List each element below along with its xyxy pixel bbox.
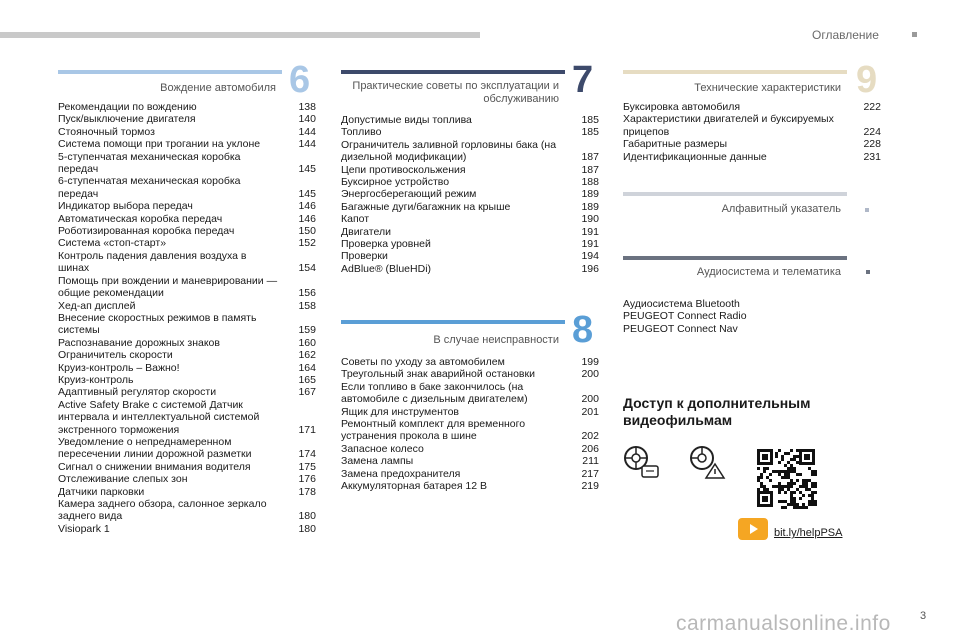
toc-entry-title: Если топливо в баке закончилось (на автомобиле с дизельным двигателем) [341,380,528,406]
toc-entry[interactable] [341,164,599,176]
toc-entry[interactable] [623,113,881,138]
toc-entry[interactable] [58,349,316,361]
toc-entry-page: 187 [581,163,599,176]
toc-entry[interactable] [58,225,316,237]
section-9-bar [623,70,847,74]
toc-entry[interactable] [58,250,316,275]
toc-entry-title: Visiopark 1 [58,522,110,535]
toc-entry-page: 164 [298,361,316,374]
qr-code-icon[interactable] [755,447,817,509]
toc-entry-title: AdBlue® (BlueHDi) [341,262,432,275]
toc-entry-page: 188 [581,176,599,189]
toc-entry-page: 146 [298,212,316,225]
toc-entry[interactable] [58,300,316,312]
toc-entry-title: 6-ступенчатая механическая коробка передач [58,175,241,200]
toc-entry-title: Аудиосистема Bluetooth [623,298,740,310]
toc-entry-title: Круиз-контроль – Важно! [58,361,180,374]
section-6-title: Вождение автомобиля [160,82,276,94]
toc-entry-title: Капот [341,213,370,226]
section-9-number: 9 [856,59,878,101]
watermark: carmanualsonline.info [676,612,891,635]
toc-entry[interactable] [341,226,599,238]
toc-entry[interactable] [623,151,881,163]
toc-entry-page: 176 [298,473,316,486]
toc-entry-page: 185 [581,114,599,126]
toc-entry-page: 140 [298,113,316,126]
section-6-number: 6 [289,59,311,101]
toc-entry[interactable] [58,386,316,398]
toc-entry-title: Хед-ап дисплей [58,299,136,312]
toc-entry[interactable] [58,113,316,125]
toc-entry-title: Камера заднего обзора, салонное зеркало заднего вида [58,498,267,523]
toc-entry[interactable] [58,312,316,337]
toc-entry[interactable] [341,126,599,138]
toc-entry-title: Идентификационные данные [623,150,767,163]
alpha-index-title: Алфавитный указатель [721,203,841,215]
toc-entry-title: Ремонтный комплект для временного устранения прокола в шине [341,418,526,443]
toc-entry-title: Контроль падения давления воздуха в шинах [58,249,247,275]
toc-entry-title: Круиз-контроль [58,373,134,386]
toc-entry-page: 150 [298,225,316,238]
toc-entry[interactable] [58,237,316,249]
toc-entry[interactable] [341,381,599,406]
toc-entry-page: 145 [298,187,316,200]
toc-entry-page: 175 [298,460,316,473]
toc-entry-title: Уведомление о непреднамеренном пересечении линии дорожной разметки [58,435,252,461]
toc-entry[interactable] [341,406,599,418]
toc-entry-page: 200 [581,393,599,406]
section-9-list [623,101,881,163]
toc-entry-page: 160 [298,336,316,349]
toc-entry-title: 5-ступенчатая механическая коробка передач [58,150,241,176]
toc-entry[interactable] [341,250,599,262]
toc-entry-page: 156 [298,287,316,300]
toc-entry[interactable] [623,323,823,335]
toc-entry[interactable] [341,213,599,225]
toc-entry-title: Двигатели [341,225,391,238]
toc-entry[interactable] [58,436,316,461]
toc-entry[interactable] [58,138,316,150]
toc-entry-title: Буксирное устройство [341,176,450,189]
audio-title: Аудиосистема и телематика [696,266,841,278]
section-7-bar [341,70,565,74]
toc-entry-title: Багажные дуги/багажник на крыше [341,200,511,213]
audio-bar [623,256,847,260]
toc-entry[interactable] [58,275,316,300]
toc-entry[interactable] [341,139,599,164]
section-6-list [58,101,316,535]
toc-entry-page: 206 [581,442,599,455]
toc-entry[interactable] [58,175,316,200]
alpha-index-bar [623,192,847,196]
toc-entry[interactable] [58,213,316,225]
toc-entry-page: 144 [298,138,316,151]
toc-entry-page: 159 [298,324,316,337]
toc-entry-title: PEUGEOT Connect Radio [623,310,747,323]
toc-entry-page: 180 [298,522,316,535]
toc-entry-title: Адаптивный регулятор скорости [58,386,217,399]
toc-entry[interactable] [58,473,316,485]
toc-entry[interactable] [341,201,599,213]
section-9-title: Технические характеристики [694,82,841,94]
toc-entry[interactable] [341,468,599,480]
toc-entry-page: 185 [581,126,599,139]
toc-entry-title: Автоматическая коробка передач [58,212,223,225]
section-7-title: Практические советы по эксплуатации и обслуживанию [352,80,559,105]
toc-entry-title: Система помощи при трогании на уклоне [58,138,261,151]
toc-entry-title: Индикатор выбора передач [58,200,193,213]
toc-entry-title: Проверки [341,250,388,263]
toc-entry[interactable] [623,310,823,322]
toc-entry-title: Роботизированная коробка передач [58,225,235,238]
wheel-warning-icon [688,444,728,489]
toc-entry-page: 217 [581,467,599,480]
toc-entry-page: 145 [298,163,316,176]
toc-entry-title: Внесение скоростных режимов в память системы [58,311,257,337]
toc-entry-page: 180 [298,510,316,523]
toc-entry-page: 187 [581,151,599,164]
toc-entry-title: Габаритные размеры [623,138,727,151]
toc-entry-page: 190 [581,213,599,226]
toc-entry-title: Стояночный тормоз [58,125,155,138]
toc-entry-page: 211 [582,455,599,468]
toc-entry[interactable] [341,114,599,126]
wheel-tools-icon [622,444,662,489]
toc-entry-page: 199 [581,356,599,368]
toc-entry-page: 189 [581,188,599,201]
toc-entry[interactable] [58,101,316,113]
section-6-bar [58,70,282,74]
toc-entry-title: Распознавание дорожных знаков [58,336,220,349]
toc-entry-title: Аккумуляторная батарея 12 В [341,480,488,493]
toc-entry[interactable] [341,356,599,368]
toc-entry[interactable] [58,498,316,523]
toc-entry[interactable] [58,337,316,349]
toc-entry-title: Буксировка автомобиля [623,101,741,113]
toc-entry-page: 165 [298,373,316,386]
toc-entry[interactable] [623,138,881,150]
toc-entry[interactable] [58,374,316,386]
toc-entry-title: Топливо [341,126,382,139]
toc-entry[interactable] [341,263,599,275]
toc-entry-page: 194 [581,250,599,263]
toc-entry-page: 152 [298,237,316,250]
toc-entry-page: 191 [581,238,599,251]
section-7-number: 7 [572,59,594,101]
toc-entry[interactable] [58,523,316,535]
toc-entry-page: 224 [863,125,881,138]
toc-entry[interactable] [341,188,599,200]
toc-entry-page: 201 [581,405,599,418]
alpha-index-marker [865,208,869,212]
section-8-list [341,356,599,492]
toc-entry[interactable] [58,362,316,374]
toc-entry-title: Треугольный знак аварийной остановки [341,368,535,381]
toc-entry-page: 178 [298,485,316,498]
toc-entry-title: Советы по уходу за автомобилем [341,356,505,368]
toc-entry[interactable] [341,238,599,250]
toc-entry-page: 171 [298,423,316,436]
section-8-bar [341,320,565,324]
toc-entry-title: Ограничитель заливной горловины бака (на дизельной модификации) [341,138,557,164]
toc-entry-title: Active Safety Brake с системой Датчик интервала и интеллектуальной системой экстренного торможения [58,398,260,436]
toc-entry-page: 219 [581,480,599,493]
toc-entry[interactable] [58,399,316,436]
toc-entry-title: Датчики парковки [58,485,145,498]
toc-entry-title: Ящик для инструментов [341,405,459,418]
toc-entry[interactable] [58,486,316,498]
toc-entry[interactable] [58,461,316,473]
toc-entry-title: Система «стоп-старт» [58,237,167,250]
help-link[interactable]: bit.ly/helpPSA [774,527,843,539]
toc-entry-page: 196 [581,262,599,275]
toc-entry-page: 174 [298,448,316,461]
toc-entry[interactable] [341,455,599,467]
toc-entry-title: Замена предохранителя [341,467,461,480]
toc-entry[interactable] [341,480,599,492]
toc-entry-title: Проверка уровней [341,238,431,251]
toc-entry-page: 138 [298,101,316,113]
toc-entry[interactable] [341,418,599,443]
toc-entry[interactable] [58,151,316,176]
top-bar-decoration [0,32,480,38]
toc-entry-title: Энергосберегающий режим [341,188,477,201]
toc-entry-page: 191 [581,225,599,238]
toc-entry[interactable] [341,176,599,188]
toc-entry-title: Отслеживание слепых зон [58,473,188,486]
toc-entry-page: 154 [298,262,316,275]
toc-entry-page: 228 [863,138,881,151]
toc-entry-page: 222 [863,101,881,113]
toc-entry[interactable] [58,126,316,138]
section-7-list [341,114,599,275]
toc-entry-title: Замена лампы [341,455,414,468]
toc-entry-page: 144 [298,125,316,138]
toc-entry-title: Ограничитель скорости [58,349,173,362]
audio-marker [866,270,870,274]
access-videos-title: Доступ к дополнительным видеофильмам [623,395,811,428]
toc-entry-title: Запасное колесо [341,442,424,455]
audio-list [623,298,823,335]
toc-entry-page: 146 [298,200,316,213]
toc-entry-page: 202 [581,430,599,443]
toc-entry-page: 189 [581,200,599,213]
toc-entry[interactable] [623,298,823,310]
toc-entry-title: Помощь при вождении и маневрировании — общие рекомендации [58,274,278,300]
toc-entry-page: 231 [863,150,881,163]
section-8-number: 8 [572,309,594,351]
toc-entry[interactable] [341,443,599,455]
toc-entry[interactable] [58,200,316,212]
toc-entry[interactable] [623,101,881,113]
toc-entry-page: 158 [298,299,316,312]
toc-entry-title: Характеристики двигателей и буксируемых прицепов [623,113,834,138]
toc-entry-title: Сигнал о снижении внимания водителя [58,460,251,473]
toc-entry-page: 200 [581,368,599,381]
toc-entry-page: 162 [298,349,316,362]
toc-entry-title: Допустимые виды топлива [341,114,472,126]
toc-entry[interactable] [341,368,599,380]
toc-entry-title: Цепи противоскольжения [341,163,466,176]
video-play-icon[interactable] [738,518,768,540]
toc-entry-title: Пуск/выключение двигателя [58,113,196,126]
page-title: Оглавление [812,28,879,42]
toc-entry-page: 167 [298,386,316,399]
toc-entry-title: PEUGEOT Connect Nav [623,322,738,335]
section-8-title: В случае неисправности [433,334,559,346]
page-number: 3 [920,610,927,622]
toc-entry-title: Рекомендации по вождению [58,101,197,113]
header-dot [912,32,917,37]
